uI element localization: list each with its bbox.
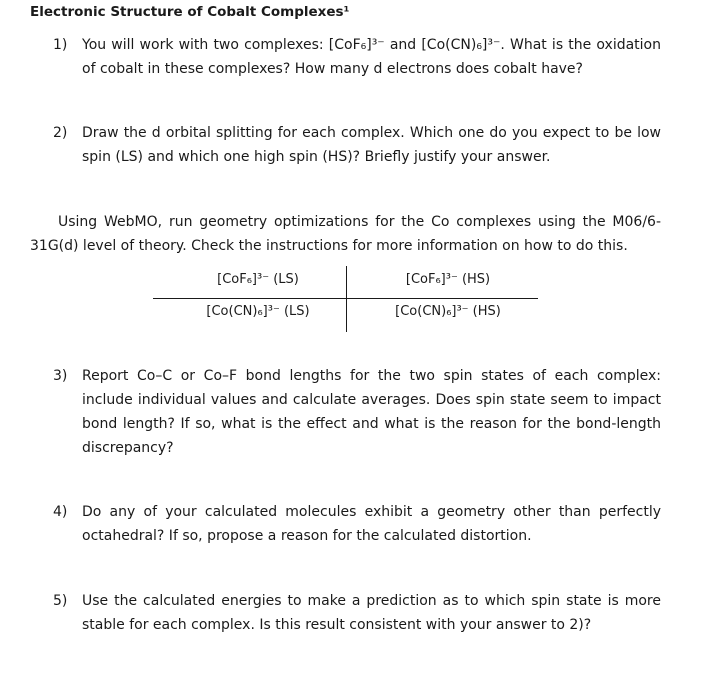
- question-3: [53, 364, 661, 460]
- question-2: [53, 121, 661, 169]
- table-vertical-rule: [346, 266, 347, 332]
- question-number: 1): [53, 37, 68, 53]
- question-text: Report Co–C or Co–F bond lengths for the two spin states of each complex: include individual values and calculate averages. Does spin state seem to impact bond length? If so, what is the effect and what is the reason for the bond-length discrepancy?: [82, 368, 661, 456]
- question-text: Draw the d orbital splitting for each complex. Which one do you expect to be low spin (LS) and which one high spin (HS)? Briefly justify your answer.: [82, 125, 661, 165]
- question-1: [53, 33, 661, 81]
- question-number: 5): [53, 593, 68, 609]
- question-number: 2): [53, 125, 68, 141]
- question-number: 4): [53, 504, 68, 520]
- question-4: [53, 500, 661, 548]
- question-text: Use the calculated energies to make a prediction as to which spin state is more stable for each complex. Is this result consistent with your answer to 2)?: [82, 593, 661, 633]
- question-5: [53, 589, 661, 637]
- instructions-paragraph: Using WebMO, run geometry optimizations for the Co complexes using the M06/6-31G(d) level of theory. Check the instructions for more information on how to do this.: [30, 214, 661, 254]
- table-cell-cocn6-hs: [Co(CN)₆]³⁻ (HS): [395, 304, 501, 319]
- question-text: You will work with two complexes: [CoF₆]³⁻ and [Co(CN)₆]³⁻. What is the oxidation of cobalt in these complexes? How many d electrons does cobalt have?: [82, 37, 661, 77]
- table-cell-cof6-ls: [CoF₆]³⁻ (LS): [217, 272, 299, 287]
- document-title: Electronic Structure of Cobalt Complexes¹: [30, 4, 350, 20]
- complex-table: [153, 266, 538, 332]
- table-cell-cof6-hs: [CoF₆]³⁻ (HS): [405, 272, 491, 287]
- table-cell-cocn6-ls: [Co(CN)₆]³⁻ (LS): [206, 304, 310, 319]
- question-number: 3): [53, 368, 68, 384]
- question-text: Do any of your calculated molecules exhibit a geometry other than perfectly octahedral? If so, propose a reason for the calculated distortion.: [82, 504, 661, 544]
